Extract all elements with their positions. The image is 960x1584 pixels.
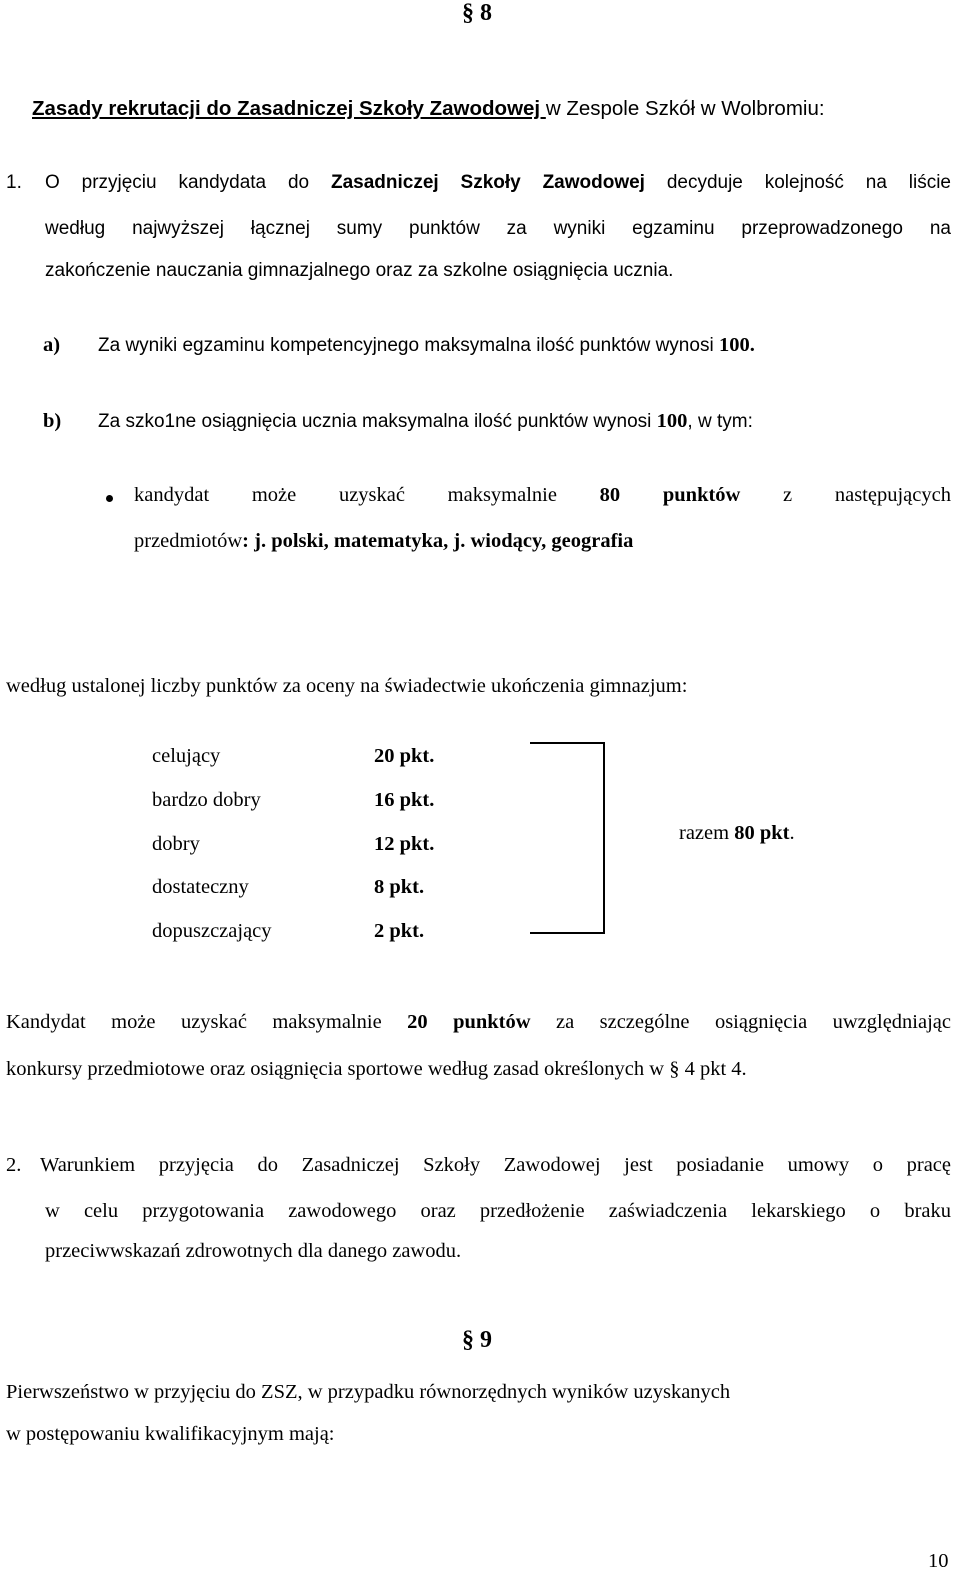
total-points: razem 80 pkt.	[679, 822, 795, 844]
grade-name: bardzo dobry	[152, 789, 261, 811]
grades-bracket	[530, 742, 605, 934]
item-a-label: a)	[43, 334, 61, 356]
grade-points: 16 pkt.	[374, 789, 435, 811]
section-9-heading: § 9	[462, 1327, 492, 1353]
grade-name: celujący	[152, 745, 221, 767]
point-1-number: 1.	[6, 172, 22, 193]
grade-points: 20 pkt.	[374, 745, 435, 767]
grade-points: 12 pkt.	[374, 833, 435, 855]
grade-name: dopuszczający	[152, 920, 272, 942]
section-title	[32, 97, 825, 121]
extra-points-line-1: Kandydat może uzyskać maksymalnie 20 punktów za szczególne osiągnięcia uwzględniając	[6, 1011, 951, 1033]
extra-points-line-2: konkursy przedmiotowe oraz osiągnięcia sportowe według zasad określonych w § 4 pkt 4.	[6, 1058, 747, 1080]
item-b-label: b)	[43, 410, 62, 432]
point-2-line-2: w celu przygotowania zawodowego oraz przedłożenie zaświadczenia lekarskiego o braku	[45, 1200, 951, 1222]
point-2-line-1: Warunkiem przyjęcia do Zasadniczej Szkoły Zawodowej jest posiadanie umowy o pracę	[40, 1154, 951, 1176]
priority-line-2: w postępowaniu kwalifikacyjnym mają:	[6, 1423, 335, 1445]
bullet-line-1: kandydat może uzyskać maksymalnie 80 punktów z następujących	[134, 484, 951, 506]
grade-name: dostateczny	[152, 876, 249, 898]
point-2-line-3: przeciwwskazań zdrowotnych dla danego zawodu.	[45, 1240, 462, 1262]
grading-intro: według ustalonej liczby punktów za oceny na świadectwie ukończenia gimnazjum:	[6, 675, 688, 697]
page-number: 10	[928, 1550, 949, 1572]
point-1-line-2: według najwyższej łącznej sumy punktów za wyniki egzaminu przeprowadzonego na	[45, 218, 951, 239]
point-1-line-3: zakończenie nauczania gimnazjalnego oraz za szkolne osiągnięcia ucznia.	[45, 260, 674, 281]
title-underlined: Zasady rekrutacji do Zasadniczej Szkoły Zawodowej	[32, 97, 546, 120]
point-2-number: 2.	[6, 1154, 22, 1176]
grade-name: dobry	[152, 833, 200, 855]
bullet-line-2: przedmiotów: j. polski, matematyka, j. wiodący, geografia	[134, 530, 634, 552]
item-a-text: Za wyniki egzaminu kompetencyjnego maksymalna ilość punktów wynosi 100.	[98, 334, 755, 356]
item-b-text: Za szko1ne osiągnięcia ucznia maksymalna ilość punktów wynosi 100, w tym:	[98, 410, 753, 432]
grade-points: 2 pkt.	[374, 920, 425, 942]
title-rest: w Zespole Szkół w Wolbromiu:	[545, 97, 825, 120]
grade-points: 8 pkt.	[374, 876, 425, 898]
bullet-dot	[106, 495, 113, 502]
section-8-heading: § 8	[462, 0, 492, 26]
point-1-line-1: O przyjęciu kandydata do Zasadniczej Szkoły Zawodowej decyduje kolejność na liście	[45, 172, 951, 193]
priority-line-1: Pierwszeństwo w przyjęciu do ZSZ, w przypadku równorzędnych wyników uzyskanych	[6, 1381, 731, 1403]
